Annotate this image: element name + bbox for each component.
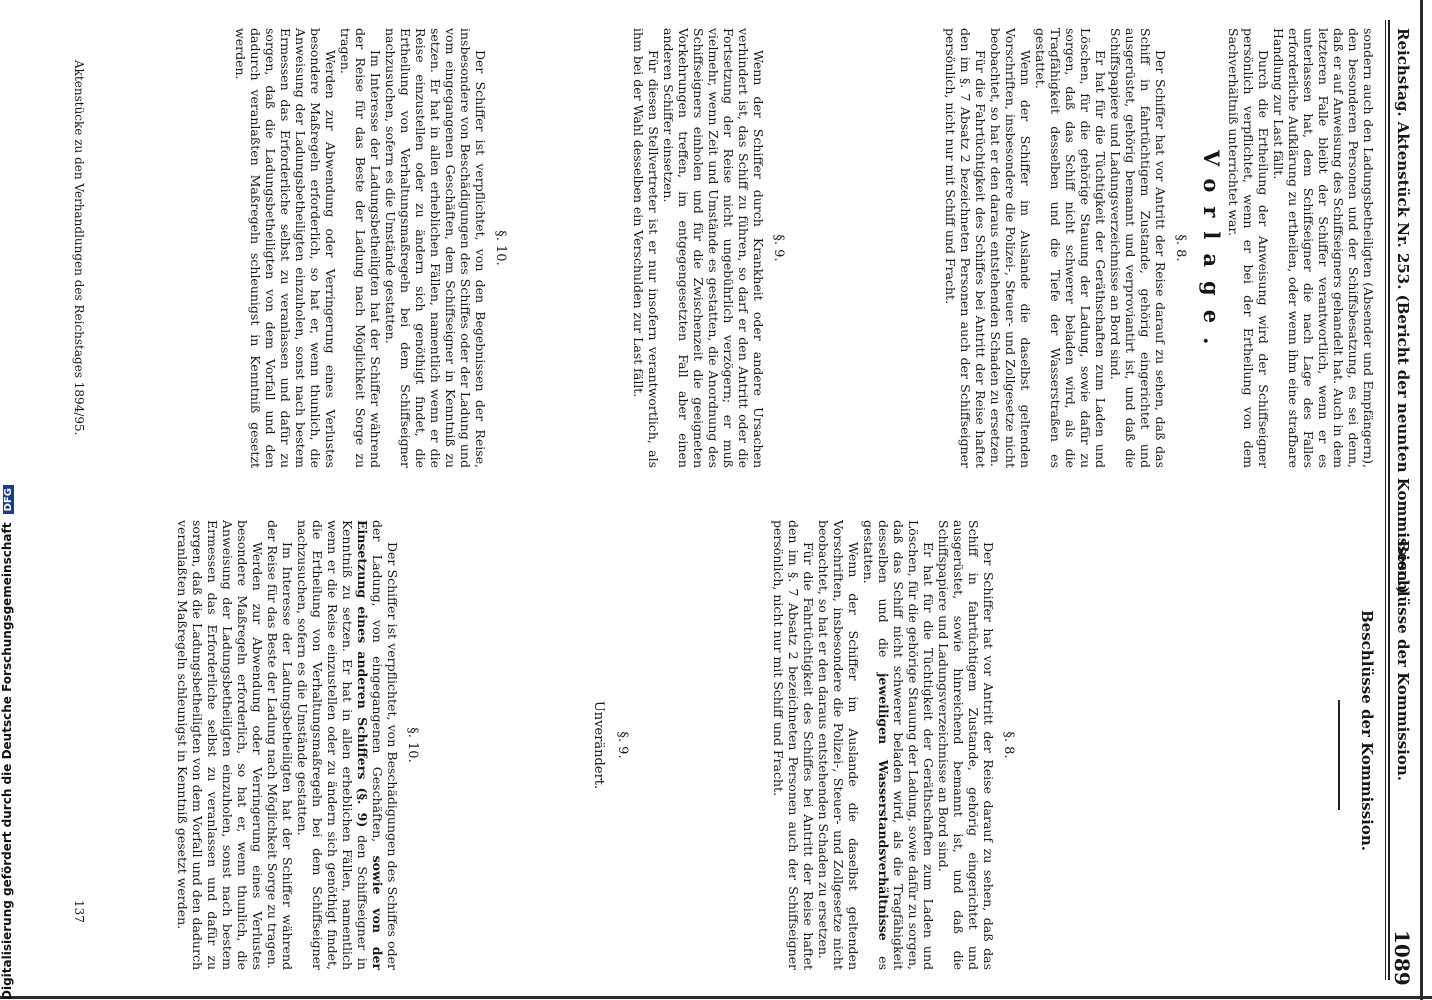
intro-paragraph-2: Durch die Ertheilung der Anweisung wird der Schiffseigner persönlich verpflichtet, wenn er bei der Ertheilung von dem Sachverhältniß unterrichtet war. [1226,28,1271,468]
right-s8-p3: Wenn der Schiffer im Auslande die daselbst geltenden Vorschriften, insbesondere die Polizei-, Steuer- und Zollgesetze nicht beobachtet, so hat er den daraus entstehenden Schaden zu ersetzen. [816,520,861,970]
left-s10-heading: §. 10. [493,230,508,266]
left-s10-p2: Im Interesse der Ladungsbetheiligten hat der Schiffer während der Reise für das Beste der Ladung nach Möglichkeit Sorge zu tragen. [338,28,383,468]
left-s8-heading: §. 8. [1173,234,1188,262]
left-s9-p1: Wenn der Schiffer durch Krankheit oder andere Ursachen verhindert ist, das Schiff zu führen, so darf er den Antritt oder die Fortsetzung der Reise nicht ungebührlich verzögern; er muß vielmehr, wenn Zeit und Umstände es gestatten, die Anordnung des Schiffseigners einholen und für die Zwischenzeit die geeigneten Vorkehrungen treffen, im entgegengesetzten Fall aber einen anderen Schiffer einsetzen. [661,28,766,468]
right-s9-text: Unverändert. [591,700,606,790]
right-s10-p1-a: Der Schiffer ist verpflichtet, von Beschädigungen des Schiffes oder der Ladung, von eingegangenen Geschäften, [370,520,400,970]
header-rule [1388,20,1390,980]
right-footer: 137 [72,900,86,923]
right-s10-p2: Im Interesse der Ladungsbetheiligten hat der Schiffer während der Reise für das Beste der Ladung nach Möglichkeit Sorge zu tragen. [265,520,295,970]
left-s8-p3: Wenn der Schiffer im Auslande die daselbst geltenden Vorschriften, insbesondere die Polizei-, Steuer- und Zollgesetze nicht beobachtet, so hat er den daraus entstehenden Schaden zu ersetzen. [988,28,1033,468]
left-s8-body [943,28,1168,468]
kommission-subtitle: Beschlüsse der Kommission. [1358,610,1376,851]
right-s10-p1 [295,520,400,970]
right-s8-p4: Für die Fahrtüchtigkeit des Schiffes bei Antritt der Reise haftet den im §. 7 Absatz 2 bezeichneten Personen auch der Schiffseigner persönlich, nicht nur mit Schiff und Fracht. [771,520,816,970]
right-s10-p3: Werden zur Abwendung oder Verringerung eines Verlustes besondere Maßregeln erforderlich, so hat er, wenn thunlich, die Anweisung der Ladungsbetheiligten einzuholen, sonst nach bestem Ermessen das Erforderliche selbst zu veranlassen und dafür zu sorgen, daß die Ladungsbetheiligten von dem Vorfall und den dadurch veranlaßten Maßregeln schleunigst in Kenntniß gesetzt werden. [175,520,265,970]
right-s8-p2 [861,520,936,970]
right-s9-heading: §. 9. [615,731,630,759]
right-s8-p2-bold: jeweiligen Wasserstandsverhältnisse [876,672,891,941]
right-s8-body [771,520,996,970]
left-s10-p3: Werden zur Abwendung oder Verringerung eines Verlustes besondere Maßregeln erforderlich, so hat er, wenn thunlich, die Anweisung der Ladungsbetheiligten einzuholen, sonst nach bestem Ermessen das Erforderliche selbst zu veranlassen und dafür zu sorgen, daß die Ladungsbetheiligten von dem Vorfall und den dadurch veranlaßten Maßregeln schleunigst in Kenntniß gesetzt werden. [233,28,338,468]
right-s8-heading: §. 8. [1001,731,1016,759]
left-s9-heading: §. 9. [771,234,786,262]
left-s8-p1: Der Schiffer hat vor Antritt der Reise darauf zu sehen, daß das Schiff in fahrtüchtigem Zustande, gehörig eingerichtet und ausgerüstet, gehörig bemannt und verproviantirt ist, und daß die Schiffspapiere und Ladungsverzeichnisse an Bord sind. [1108,28,1168,468]
left-footer: Aktenstücke zu den Verhandlungen des Reichstages 1894/95. [72,60,86,436]
subtitle-rule [1338,700,1340,810]
intro-paragraph: sondern auch den Ladungsbetheiligten (Absender und Empfängern), den besonderen Personen und der Schiffsbesatzung, es sei denn, daß er auf Anweisung des Schiffseigners gehandelt hat. Auch in dem letzteren Falle bleibt der Schiffer verantwortlich, wenn er es unterlassen hat, dem Schiffseigner die nach Lage des Falles erforderliche Aufklärung zu ertheilen, oder wenn ihm eine strafbare Handlung zur Last fällt. [1271,28,1376,468]
header-left: Reichstag. Aktenstück Nr. 253. (Bericht der neunten Kommission.) [1394,28,1412,594]
left-s9-p2: Für diesen Stellvertreter ist er nur insofern verantwortlich, als ihm bei der Wahl desselben ein Verschulden zur Last fällt. [631,28,661,468]
dfg-logo: DFG [3,485,14,514]
left-s8-p2: Er hat für die Tüchtigkeit der Geräthschaften zum Laden und Löschen, für die gehörige Stauung der Ladung, sowie dafür zu sorgen, daß das Schiff nicht schwerer beladen wird, als die Tragfähigkeit desselben und die Tiefe der Wasserstraßen es gestattet. [1033,28,1108,468]
header-rule-thin [1385,20,1386,980]
right-s10-p1-bold: sowie von der Einsetzung eines anderen Schiffers (§. 9) [355,520,385,970]
header-right: Beschlüsse der Kommission. [1394,540,1412,781]
right-s8-p2-a: Er hat für die Tüchtigkeit der Geräthschaften zum Laden und Löschen, für die gehörige Stauung der Ladung, sowie dafür zu sorgen, daß das Schiff nicht schwerer beladen wird, als die Tragfähigkeit desselben und die [876,520,936,970]
left-s8-p4: Für die Fahrtüchtigkeit des Schiffes bei Antritt der Reise haftet den im §. 7 Absatz 2 bezeichneten Personen auch der Schiffseigner persönlich, nicht nur mit Schiff und Fracht. [943,28,988,468]
rotated-page [70,0,1420,1000]
left-s9-body [631,28,766,468]
right-s8-p2-b: es gestatten. [861,520,891,970]
right-s10-p1-b: den Schiffseigner in Kenntniß zu setzen. Er hat in allen erheblichen Fällen, namentlich wenn er die Reise einzustellen oder zu ändern sich genöthigt findet, die Ertheilung von Verhaltungsmaßregeln bei dem Schiffseigner nachzusuchen, sofern es die Umstände gestatten. [295,520,370,970]
right-s10-heading: §. 10. [405,727,420,763]
right-s8-p1: Der Schiffer hat vor Antritt der Reise darauf zu sehen, daß das Schiff in fahrtüchtigem Zustande, gehörig eingerichtet und ausgerüstet, sowie hinreichend bemannt ist, und daß die Schiffspapiere und Ladungsverzeichnisse an Bord sind. [936,520,996,970]
digitization-credit [0,485,14,1000]
left-s10-p1: Der Schiffer ist verpflichtet, von den Begebnissen der Reise, insbesondere von Beschädigungen des Schiffes oder der Ladung und vom eingegangenen Geschäften, dem Schiffseigner in Kenntniß zu setzen. Er hat in allen erheblichen Fällen, namentlich wenn er die Reise einzustellen oder zu ändern sich genöthigt findet, die Ertheilung von Verhaltungsmaßregeln bei dem Schiffseigner nachzusuchen, sofern es die Umstände gestatten. [383,28,488,468]
scan-edge-right [1420,0,1423,1000]
page-number: 1089 [1390,930,1414,986]
vorlage-title: Vorlage. [1199,150,1224,359]
right-s10-body [175,520,400,970]
left-s10-body [233,28,488,468]
intro-text [1226,28,1376,468]
digitization-credit-text: Digitalisierung gefördert durch die Deutsche Forschungsgemeinschaft [0,522,14,1000]
